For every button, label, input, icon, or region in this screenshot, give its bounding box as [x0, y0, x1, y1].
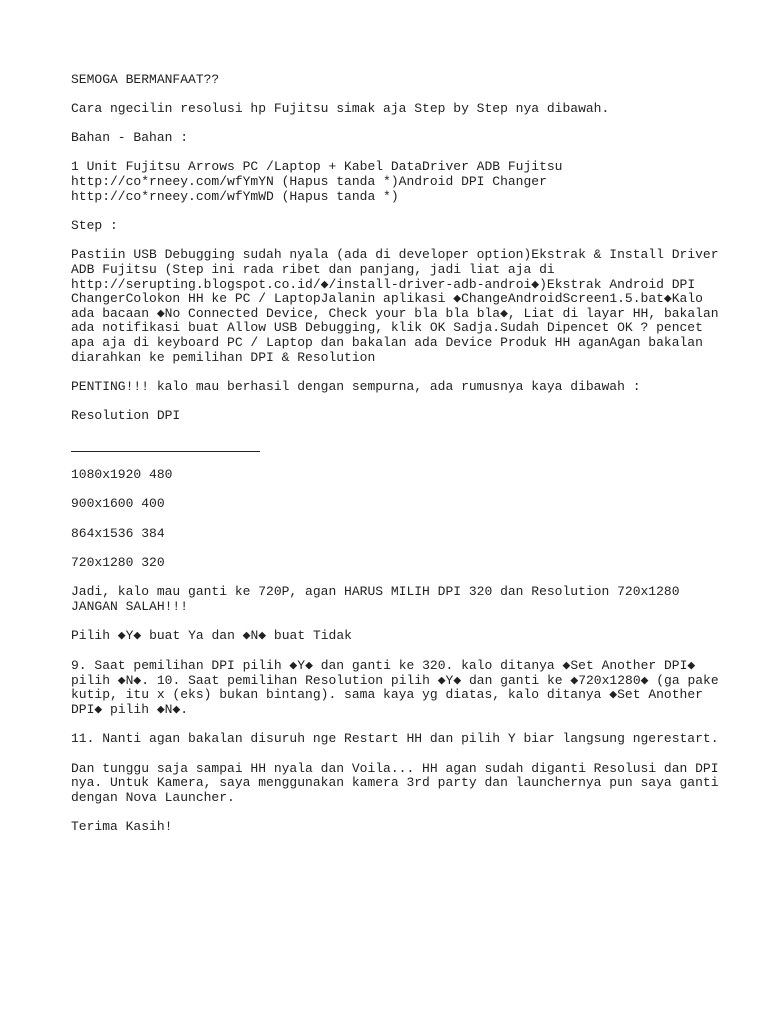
jadi-line: Jadi, kalo mau ganti ke 720P, agan HARUS MILIH DPI 320 dan Resolution 720x1280 — [71, 584, 680, 599]
step-line: ada notifikasi buat Allow USB Debugging, klik OK Sadja.Sudah Dipencet OK ? pencet — [71, 320, 703, 335]
divider-line — [71, 451, 260, 452]
table-row: 900x1600 400 — [71, 496, 165, 511]
penting-text: PENTING!!! kalo mau berhasil dengan sempurna, ada rumusnya kaya dibawah : — [71, 379, 641, 394]
pilih-text: Pilih ◆Y◆ buat Ya dan ◆N◆ buat Tidak — [71, 628, 352, 643]
step-line: diarahkan ke pemilihan DPI & Resolution — [71, 350, 376, 365]
closing-line: Dan tunggu saja sampai HH nyala dan Voila... HH agan sudah diganti Resolusi dan DPI — [71, 761, 719, 776]
document-title: SEMOGA BERMANFAAT?? — [71, 72, 220, 87]
step9-line: kutip, itu x (eks) bukan bintang). sama kaya yg diatas, kalo ditanya ◆Set Another — [71, 687, 703, 702]
thanks-text: Terima Kasih! — [71, 819, 173, 834]
bahan-line: http://co*rneey.com/wfYmWD (Hapus tanda *) — [71, 189, 399, 204]
closing-line: nya. Untuk Kamera, saya menggunakan kamera 3rd party dan launchernya pun saya ganti — [71, 775, 719, 790]
step-line: ADB Fujitsu (Step ini rada ribet dan panjang, jadi liat aja di — [71, 262, 555, 277]
step9-line: pilih ◆N◆. 10. Saat pemilihan Resolution pilih ◆Y◆ dan ganti ke ◆720x1280◆ (ga pake — [71, 673, 719, 688]
closing-line: dengan Nova Launcher. — [71, 790, 235, 805]
table-header: Resolution DPI — [71, 408, 181, 423]
step-line: ada bacaan ◆No Connected Device, Check your bla bla bla◆, Liat di layar HH, bakalan — [71, 306, 719, 321]
table-row: 1080x1920 480 — [71, 467, 173, 482]
step9-line: 9. Saat pemilihan DPI pilih ◆Y◆ dan ganti ke 320. kalo ditanya ◆Set Another DPI◆ — [71, 658, 696, 673]
table-row: 864x1536 384 — [71, 526, 165, 541]
table-row: 720x1280 320 — [71, 555, 165, 570]
step11-text: 11. Nanti agan bakalan disuruh nge Restart HH dan pilih Y biar langsung ngerestart. — [71, 731, 719, 746]
step-heading: Step : — [71, 218, 118, 233]
intro-text: Cara ngecilin resolusi hp Fujitsu simak aja Step by Step nya dibawah. — [71, 101, 610, 116]
step-line: ChangerColokon HH ke PC / LaptopJalanin aplikasi ◆ChangeAndroidScreen1.5.bat◆Kalo — [71, 291, 703, 306]
step9-line: DPI◆ pilih ◆N◆. — [71, 702, 189, 717]
bahan-line: http://co*rneey.com/wfYmYN (Hapus tanda *)Android DPI Changer — [71, 174, 547, 189]
step-line: apa aja di keyboard PC / Laptop dan bakalan ada Device Produk HH aganAgan bakalan — [71, 335, 703, 350]
step-line: http://serupting.blogspot.co.id/◆/install-driver-adb-androi◆)Ekstrak Android DPI — [71, 277, 696, 292]
jadi-line: JANGAN SALAH!!! — [71, 599, 189, 614]
bahan-line: 1 Unit Fujitsu Arrows PC /Laptop + Kabel DataDriver ADB Fujitsu — [71, 159, 563, 174]
step-line: Pastiin USB Debugging sudah nyala (ada di developer option)Ekstrak & Install Driver — [71, 247, 719, 262]
bahan-heading: Bahan - Bahan : — [71, 130, 189, 145]
